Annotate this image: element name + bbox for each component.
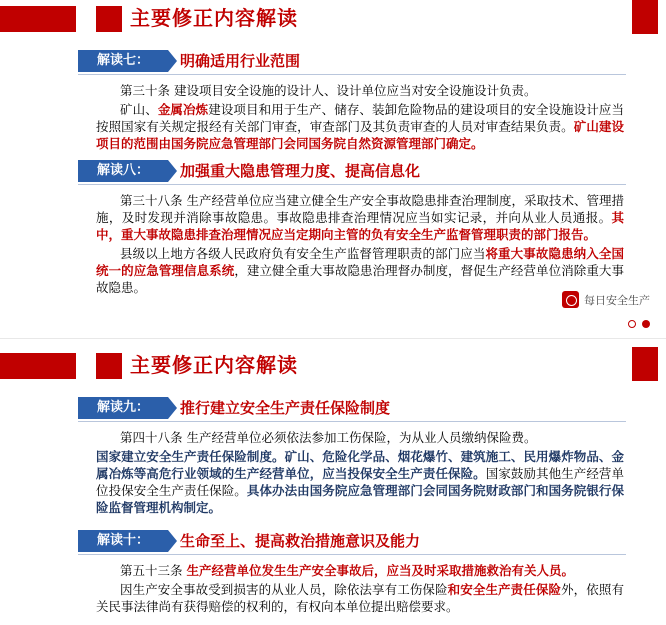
title-decor-square — [96, 6, 122, 32]
pager-dot-active[interactable] — [642, 320, 650, 328]
section-10-heading-row — [0, 530, 666, 556]
section-8-ribbon-label: 解读八： — [78, 160, 168, 182]
section-8-underline — [78, 184, 626, 185]
paragraph — [96, 429, 624, 446]
title-decor-bar-left — [0, 353, 76, 379]
text-run: 生产经营单位应当建立健全生产安全事故隐患排查治理制度，采取技术、管理措施，及时发现并消除事故隐患。事故隐患排查治理情况应当如实记录，并向从业人员通报。 — [96, 193, 624, 225]
section-9-underline — [78, 421, 626, 422]
paragraph — [96, 581, 624, 615]
text-run: 第三十八条 — [120, 193, 187, 208]
paragraph — [96, 448, 624, 516]
text-run: 建设项目和用于生产、储存、装卸危险物品的建设项目的安全设施设计应当按照国家有关规定报经有关部门审查，审查部门及其负责审查的人员对审查结果负责。 — [96, 102, 624, 134]
section-10-underline — [78, 554, 626, 555]
section-jiedu-10 — [0, 530, 666, 615]
text-run: ，建立健全重大事故隐患治理督办制度，督促生产经营单位消除重大事故隐患。 — [96, 263, 624, 295]
text-run: 建设项目安全设施的设计人、设计单位应当对安全设施设计负责。 — [173, 83, 537, 98]
section-9-body — [0, 427, 666, 516]
paragraph — [96, 82, 624, 99]
text-run: 国家鼓励其他生产经营单位投保安全生产责任保险。 — [96, 466, 624, 498]
text-run-highlight: 将重大事故隐患纳入全国统一的应急管理信息系统 — [96, 246, 624, 278]
slide-pager-dots[interactable] — [628, 320, 650, 328]
paragraph — [96, 192, 624, 243]
section-7-underline — [78, 74, 626, 75]
footer-badge — [562, 291, 650, 308]
section-7-title: 明确适用行业范围 — [180, 52, 301, 70]
title-decor-bar-right — [632, 0, 658, 34]
text-run: 第三十条 — [120, 83, 174, 98]
text-run: 矿山、 — [120, 102, 158, 117]
title-decor-bar-left — [0, 6, 76, 32]
section-7-body — [0, 80, 666, 152]
text-run: 因生产安全事故受到损害的从业人员，除依法享有工伤保险 — [120, 582, 448, 597]
text-run: 第五十三条 — [120, 563, 187, 578]
title-decor-square — [96, 353, 122, 379]
section-10-ribbon-label: 解读十： — [78, 530, 168, 552]
paragraph — [96, 101, 624, 152]
text-run: 外，依照有关民事法律尚有获得赔偿的权利的，有权向本单位提出赔偿要求。 — [96, 582, 624, 614]
paragraph — [96, 562, 624, 579]
section-10-body — [0, 560, 666, 615]
page-title: 主要修正内容解读 — [130, 6, 298, 30]
text-run-highlight: 生产经营单位发生生产安全事故后，应当及时采取措施救治有关人员。 — [186, 563, 574, 578]
section-9-title: 推行建立安全生产责任保险制度 — [180, 399, 391, 417]
circle-seal-icon — [562, 291, 579, 308]
section-jiedu-7 — [0, 50, 666, 152]
slide-2 — [0, 347, 666, 625]
slide-divider — [0, 338, 666, 347]
text-run-highlight: 国家建立安全生产责任保险制度。矿山、危险化学品、烟花爆竹、建筑施工、民用爆炸物品、金属冶炼等高危行业领域的生产经营单位，应当投保安全生产责任保险。 — [96, 449, 624, 481]
pager-dot-inactive[interactable] — [628, 320, 636, 328]
text-run-highlight: 具体办法由国务院应急管理部门会同国务院财政部门和国务院银行保险监督管理机构制定。 — [96, 483, 624, 515]
section-8-body — [0, 190, 666, 296]
text-run-highlight: 其中，重大事故隐患排查治理情况应当定期向主管的负有安全生产监督管理职责的部门报告。 — [96, 210, 624, 242]
paragraph — [96, 245, 624, 296]
text-run-highlight: 和安全生产责任保险 — [447, 582, 562, 597]
text-run-highlight: 矿山建设项目的范围由国务院应急管理部门会同国务院自然资源管理部门确定。 — [96, 119, 624, 151]
text-run: 生产经营单位必须依法参加工伤保险，为从业人员缴纳保险费。 — [186, 430, 537, 445]
section-9-ribbon-label: 解读九： — [78, 397, 168, 419]
text-run-highlight: 金属冶炼 — [157, 102, 209, 117]
page-title: 主要修正内容解读 — [130, 353, 298, 377]
section-7-heading-row — [0, 50, 666, 76]
slide-2-title-band — [0, 347, 666, 389]
text-run: 第四十八条 — [120, 430, 187, 445]
section-7-ribbon-label: 解读七： — [78, 50, 168, 72]
section-10-title: 生命至上、提高救治措施意识及能力 — [180, 532, 421, 550]
title-decor-bar-right — [632, 347, 658, 381]
section-8-heading-row — [0, 160, 666, 186]
section-8-title: 加强重大隐患管理力度、提高信息化 — [180, 162, 421, 180]
section-jiedu-8 — [0, 160, 666, 296]
section-jiedu-9 — [0, 397, 666, 516]
badge-label: 每日安全生产 — [584, 293, 650, 307]
slide-1-title-band — [0, 0, 666, 42]
section-9-heading-row — [0, 397, 666, 423]
text-run: 县级以上地方各级人民政府负有安全生产监督管理职责的部门应当 — [120, 246, 486, 261]
